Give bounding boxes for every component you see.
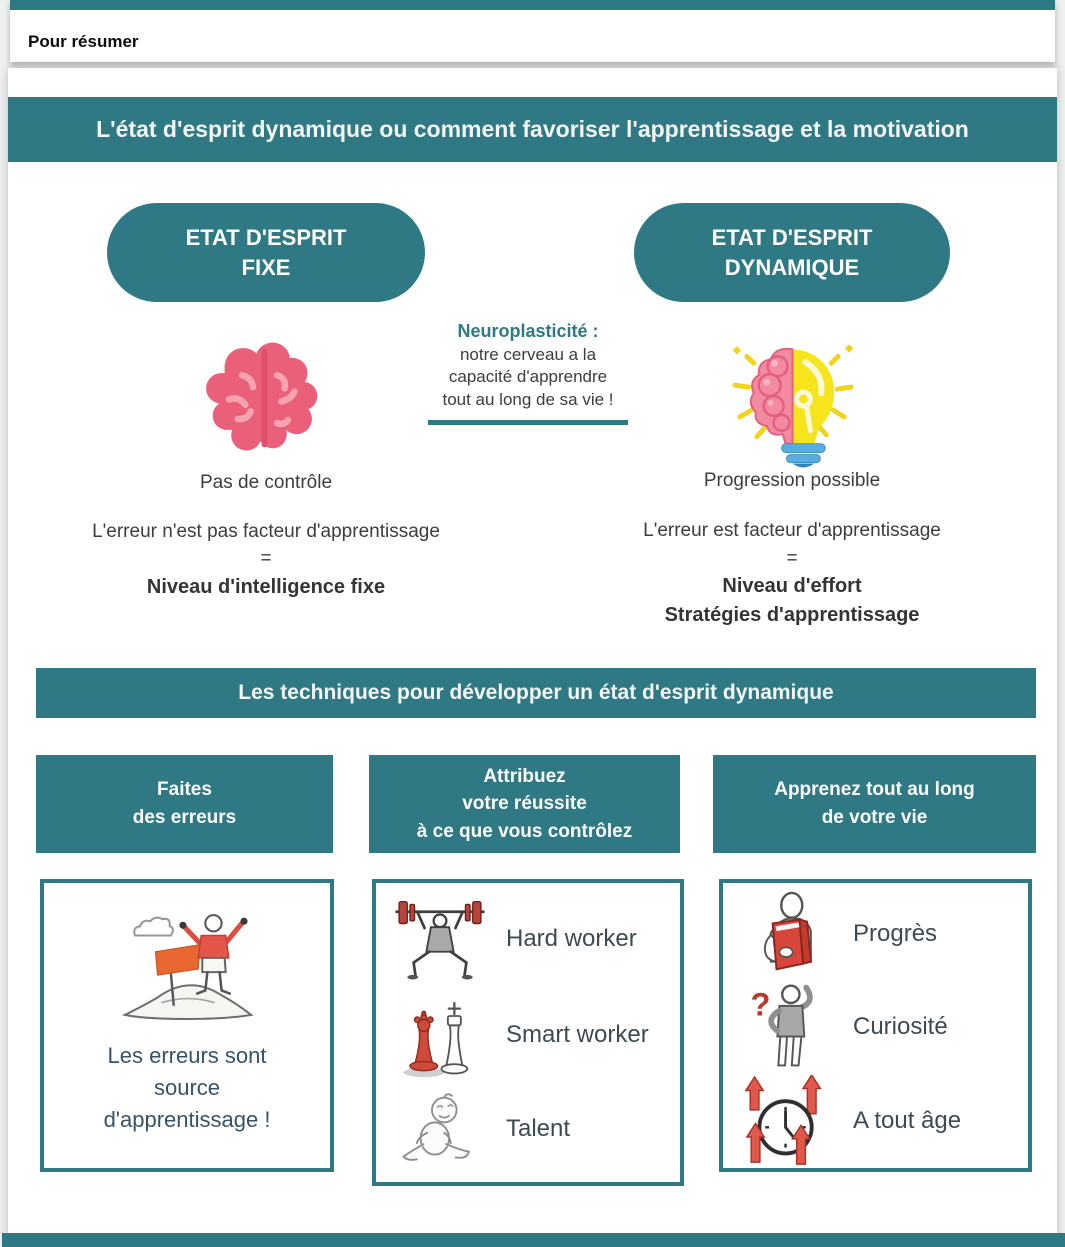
techniques-title: Les techniques pour développer un état d'esprit dynamique: [238, 681, 834, 704]
hard-worker-label: Hard worker: [506, 925, 637, 952]
neuro-line2: capacité d'apprendre: [448, 367, 608, 387]
dynamic-mindset-pill: [634, 203, 950, 302]
errors-caption-line2: source: [153, 1074, 221, 1100]
neuro-title: Neuroplasticité :: [457, 321, 599, 341]
column-header-apprenez: [713, 755, 1036, 853]
errors-caption-line1: Les erreurs sont: [107, 1043, 267, 1068]
dynamic-conclusion2: Stratégies d'apprentissage: [664, 604, 920, 626]
progres-row: [723, 887, 1028, 981]
fixed-mindset-pill: [107, 203, 425, 302]
progres-label: Progrès: [853, 920, 938, 947]
lifelong-box: [719, 879, 1032, 1172]
tout-age-row: [723, 1073, 1028, 1169]
errors-caption: [44, 1040, 330, 1136]
neuro-line3: tout au long de sa vie !: [442, 389, 614, 409]
talent-row: [376, 1081, 680, 1177]
svg-text:?: ?: [750, 985, 771, 1023]
dynamic-pill-line1: ETAT D'ESPRIT: [711, 224, 873, 250]
dynamic-equals: =: [786, 548, 798, 569]
col2-header-line3: à ce que vous contrôlez: [416, 820, 633, 842]
fixed-conclusion: Niveau d'intelligence fixe: [146, 576, 386, 598]
dynamic-conclusion1: Niveau d'effort: [722, 575, 862, 597]
fixed-point1: Pas de contrôle: [199, 472, 333, 493]
fixed-equals: =: [260, 548, 272, 569]
neuro-divider: [428, 420, 628, 425]
weightlifter-icon: [390, 894, 490, 984]
errors-box: [40, 879, 334, 1172]
hard-worker-row: [376, 889, 680, 989]
column-header-attribuez: [369, 755, 680, 853]
dynamic-point1: Progression possible: [703, 470, 881, 491]
main-title-text: L'état d'esprit dynamique ou comment favoriser l'apprentissage et la motivation: [96, 116, 969, 142]
fixed-pill-line2: FIXE: [241, 254, 291, 280]
errors-caption-line3: d'apprentissage !: [103, 1106, 271, 1132]
brain-bulb-icon: [726, 331, 860, 473]
curiosite-label: Curiosité: [853, 1013, 948, 1040]
dynamic-pill-line2: DYNAMIQUE: [724, 254, 860, 280]
col2-header-line2: votre réussite: [462, 793, 587, 815]
reading-person-icon: [737, 890, 837, 978]
attribution-box: [372, 879, 684, 1186]
fixed-pill-line1: ETAT D'ESPRIT: [185, 224, 347, 250]
baby-icon: [390, 1090, 490, 1168]
tout-age-label: A tout âge: [853, 1107, 962, 1134]
infographic-card: [8, 68, 1057, 1247]
col1-header-line1: Faites: [157, 779, 212, 801]
neuro-line1: notre cerveau a la: [459, 344, 597, 364]
brain-icon: [205, 336, 325, 456]
neuroplasticity-note: [418, 320, 638, 425]
col3-header-line1: Apprenez tout au long: [774, 779, 975, 801]
clock-arrows-icon: [737, 1075, 837, 1167]
bottom-bar: [2, 1233, 1065, 1247]
col2-header-line1: Attribuez: [483, 765, 566, 787]
smart-worker-label: Smart worker: [506, 1021, 649, 1048]
column-header-erreurs: [36, 755, 333, 853]
header-bar: [10, 0, 1055, 62]
chess-pieces-icon: [390, 991, 490, 1079]
techniques-banner: [36, 668, 1036, 718]
curiosite-row: [723, 981, 1028, 1073]
dynamic-point2: L'erreur est facteur d'apprentissage: [643, 520, 941, 541]
smart-worker-row: [376, 989, 680, 1081]
main-title-banner: [8, 97, 1057, 162]
mountain-climber-icon: [107, 909, 267, 1021]
fixed-point2: L'erreur n'est pas facteur d'apprentissage: [92, 521, 440, 542]
col3-header-line2: de votre vie: [821, 807, 928, 828]
page-title: Pour résumer: [28, 32, 139, 51]
mountain-climber-icon-wrap: [44, 909, 330, 1026]
col1-header-line2: des erreurs: [132, 807, 237, 828]
talent-label: Talent: [506, 1115, 571, 1142]
curious-person-icon: [737, 979, 837, 1075]
